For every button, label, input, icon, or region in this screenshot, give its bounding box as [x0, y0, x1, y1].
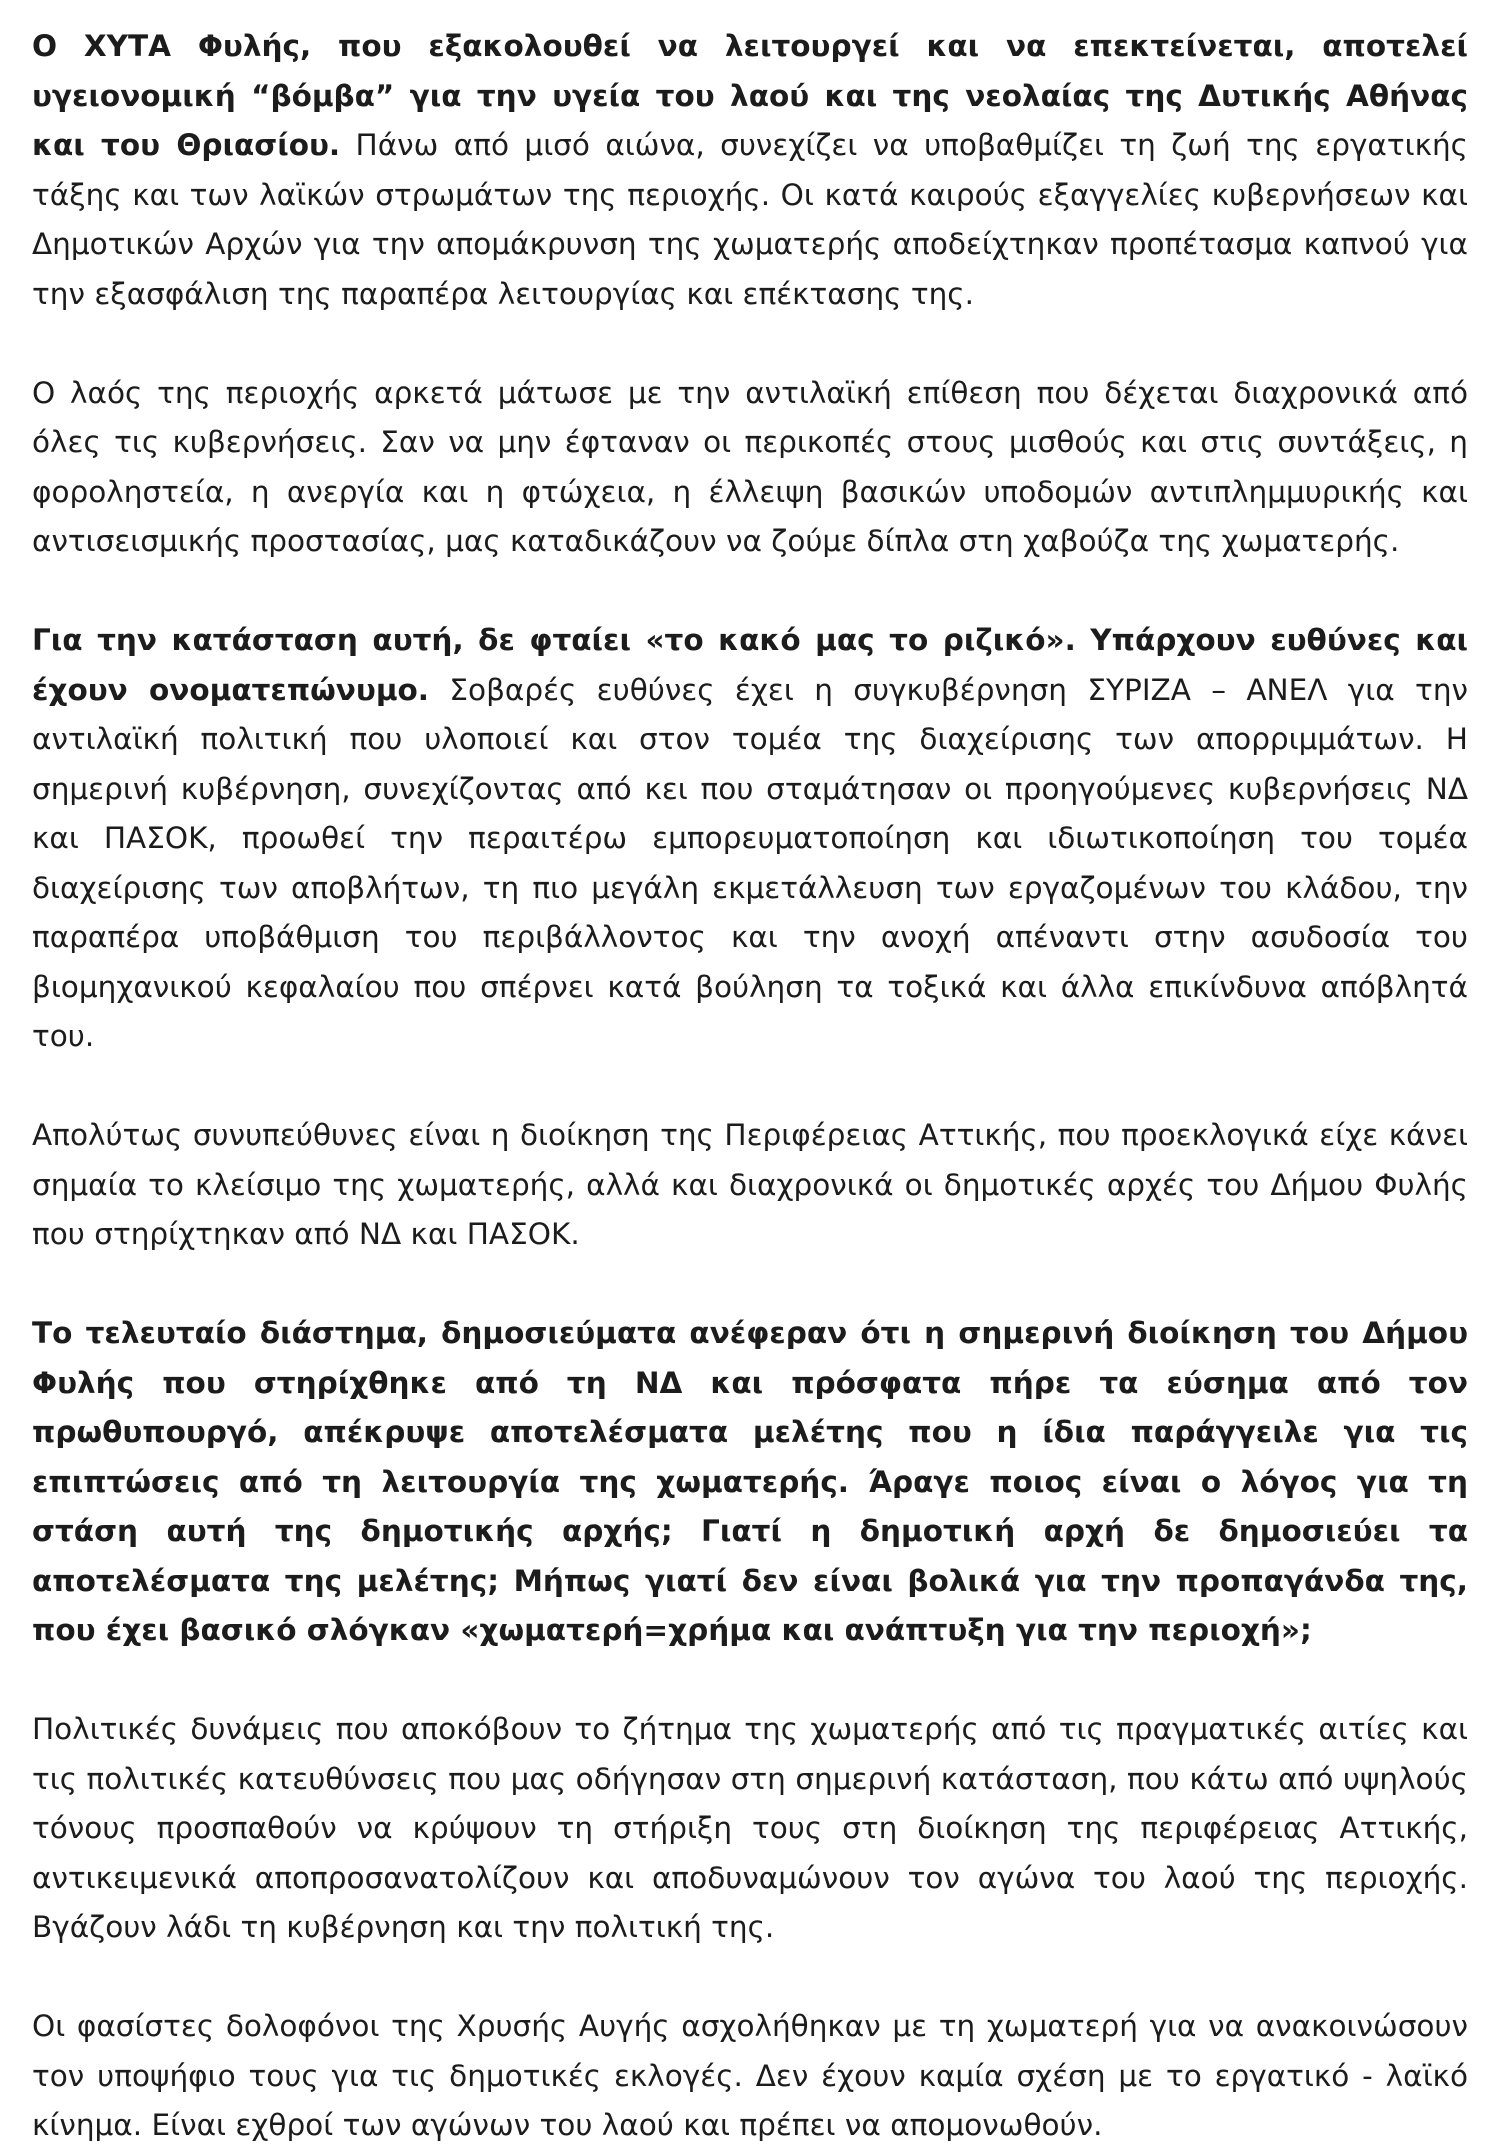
paragraph-5 — [32, 1309, 1468, 1656]
document-body — [32, 22, 1468, 2151]
paragraph-2-text: Ο λαός της περιοχής αρκετά μάτωσε με την αντιλαϊκή επίθεση που δέχεται διαχρονικά από όλες τις κυβερνήσεις. Σαν να μην έφταναν οι περικοπές στους μισθούς και στις συντάξεις, η φοροληστεία, η ανεργία και η φτώχεια, η έλλειψη βασικών υποδομών αντιπλημμυρικής και αντισεισμικής προστασίας, μας καταδικάζουν να ζούμε δίπλα στη χαβούζα της χωματερής. — [32, 375, 1468, 558]
paragraph-3 — [32, 616, 1468, 1062]
paragraph-6 — [32, 1705, 1468, 1953]
paragraph-4-text: Απολύτως συνυπεύθυνες είναι η διοίκηση της Περιφέρειας Αττικής, που προεκλογικά είχε κάνει σημαία το κλείσιμο της χωματερής, αλλά και διαχρονικά οι δημοτικές αρχές του Δήμου Φυλής που στηρίχτηκαν από ΝΔ και ΠΑΣΟΚ. — [32, 1118, 1468, 1251]
paragraph-7 — [32, 2002, 1468, 2151]
paragraph-3-text: Σοβαρές ευθύνες έχει η συγκυβέρνηση ΣΥΡΙΖΑ – ΑΝΕΛ για την αντιλαϊκή πολιτική που υλοποιεί και στον τομέα της διαχείρισης των απορριμμάτων. Η σημερινή κυβέρνηση, συνεχίζοντας από κει που σταμάτησαν οι προηγούμενες κυβερνήσεις ΝΔ και ΠΑΣΟΚ, προωθεί την περαιτέρω εμπορευματοποίηση και ιδιωτικοποίηση του τομέα διαχείρισης των αποβλήτων, τη πιο μεγάλη εκμετάλλευση των εργαζομένων του κλάδου, την παραπέρα υποβάθμιση του περιβάλλοντος και την ανοχή απέναντι στην ασυδοσία του βιομηχανικού κεφαλαίου που σπέρνει κατά βούληση τα τοξικά και άλλα επικίνδυνα απόβλητά του. — [32, 672, 1468, 1053]
paragraph-5-bold-text: Το τελευταίο διάστημα, δημοσιεύματα ανέφεραν ότι η σημερινή διοίκηση του Δήμου Φυλής που στηρίχθηκε από τη ΝΔ και πρόσφατα πήρε τα εύσημα από τον πρωθυπουργό, απέκρυψε αποτελέσματα μελέτης που η ίδια παράγγειλε για τις επιπτώσεις από τη λειτουργία της χωματερής. Άραγε ποιος είναι ο λόγος για τη στάση αυτή της δημοτικής αρχής; Γιατί η δημοτική αρχή δε δημοσιεύει τα αποτελέσματα της μελέτης; Μήπως γιατί δεν είναι βολικά για την προπαγάνδα της, που έχει βασικό σλόγκαν «χωματερή=χρήμα και ανάπτυξη για την περιοχή»; — [32, 1316, 1468, 1647]
paragraph-4 — [32, 1111, 1468, 1260]
paragraph-1-text: Πάνω από μισό αιώνα, συνεχίζει να υποβαθμίζει τη ζωή της εργατικής τάξης και των λαϊκών στρωμάτων της περιοχής. Οι κατά καιρούς εξαγγελίες κυβερνήσεων και Δημοτικών Αρχών για την απομάκρυνση της χωματερής αποδείχτηκαν προπέτασμα καπνού για την εξασφάλιση της παραπέρα λειτουργίας και επέκτασης της. — [32, 128, 1468, 311]
paragraph-1-bold-lead: Ο ΧΥΤΑ Φυλής, που εξακολουθεί να λειτουργεί και να επεκτείνεται, αποτελεί υγειονομική “βόμβα” για την υγεία του λαού και της νεολαίας της Δυτικής Αθήνας και του Θριασίου. — [32, 29, 1468, 162]
paragraph-3-bold-lead: Για την κατάσταση αυτή, δε φταίει «το κακό μας το ριζικό». Υπάρχουν ευθύνες και έχουν ονοματεπώνυμο. — [32, 623, 1468, 707]
paragraph-2 — [32, 369, 1468, 567]
paragraph-7-text: Οι φασίστες δολοφόνοι της Χρυσής Αυγής ασχολήθηκαν με τη χωματερή για να ανακοινώσουν τον υποψήφιο τους για τις δημοτικές εκλογές. Δεν έχουν καμία σχέση με το εργατικό - λαϊκό κίνημα. Είναι εχθροί των αγώνων του λαού και πρέπει να απομονωθούν. — [32, 2009, 1468, 2142]
paragraph-1 — [32, 22, 1468, 319]
paragraph-6-text: Πολιτικές δυνάμεις που αποκόβουν το ζήτημα της χωματερής από τις πραγματικές αιτίες και τις πολιτικές κατευθύνσεις που μας οδήγησαν στη σημερινή κατάσταση, που κάτω από υψηλούς τόνους προσπαθούν να κρύψουν τη στήριξη τους στη διοίκηση της περιφέρειας Αττικής, αντικειμενικά αποπροσανατολίζουν και αποδυναμώνουν τον αγώνα του λαού της περιοχής. Βγάζουν λάδι τη κυβέρνηση και την πολιτική της. — [32, 1712, 1468, 1944]
